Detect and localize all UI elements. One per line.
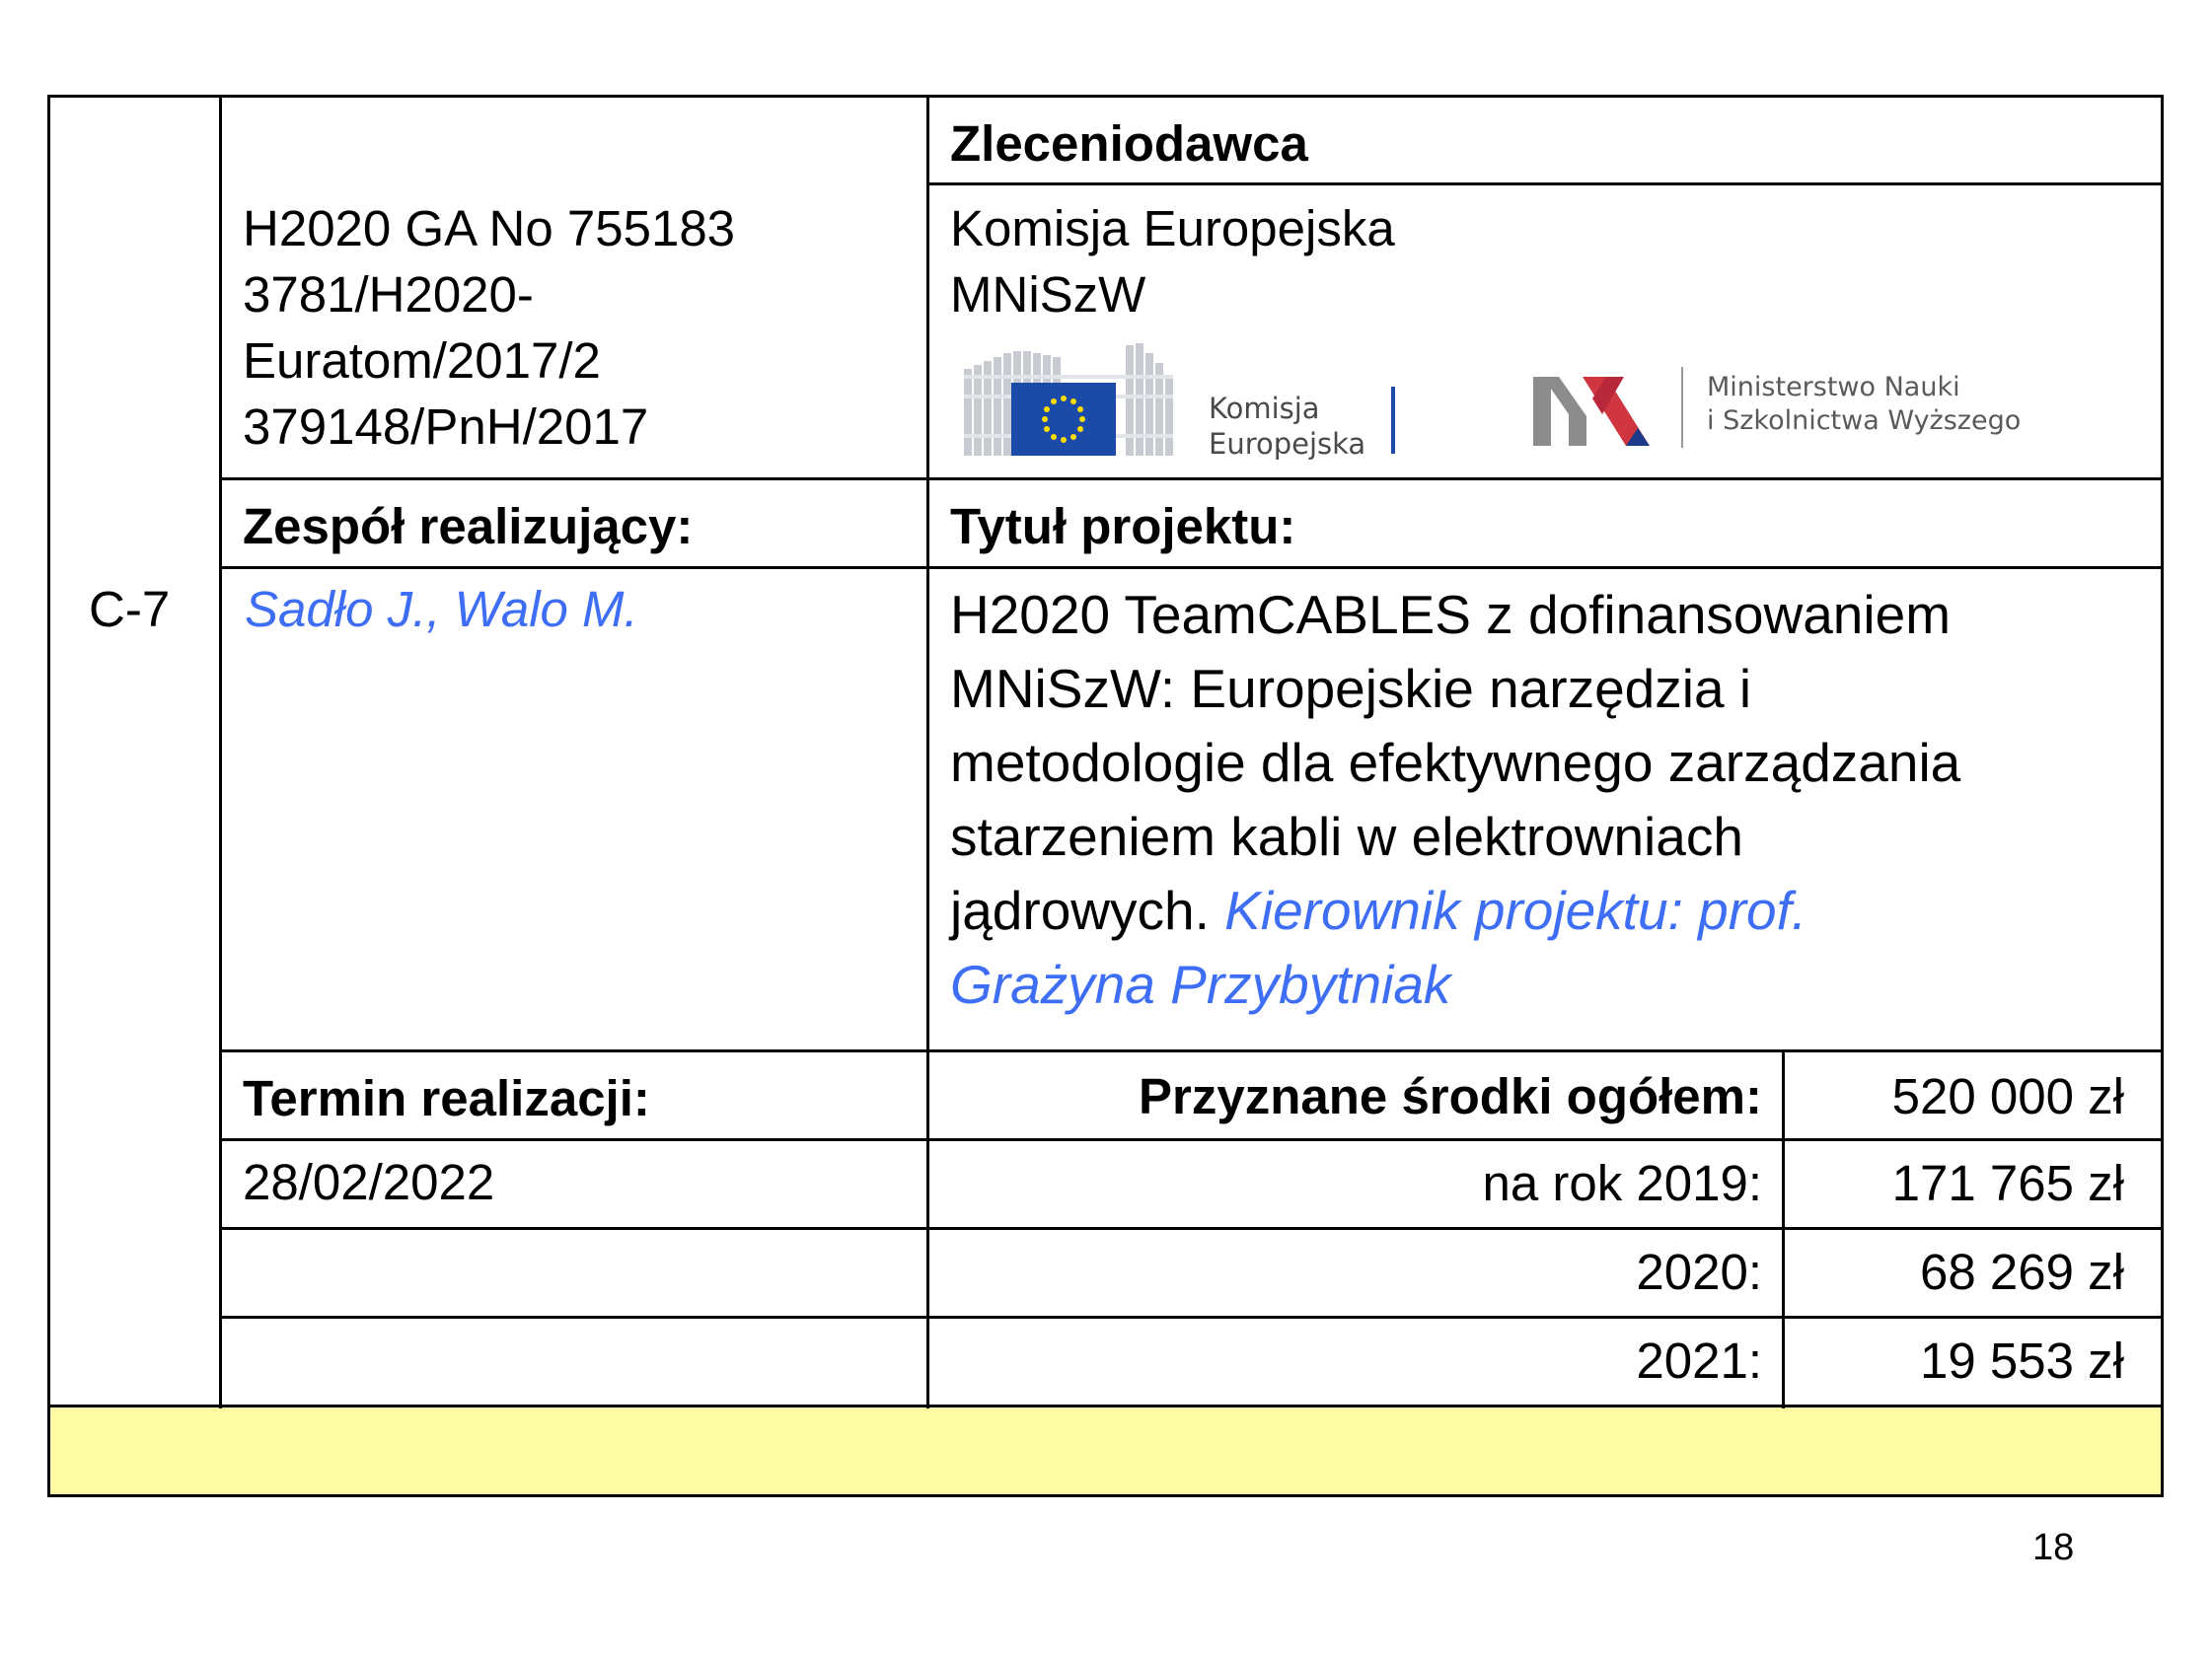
- project-title-last: jądrowych.: [950, 880, 1210, 941]
- contract-line: 3781/H2020-: [243, 266, 534, 323]
- page-number: 18: [2032, 1527, 2075, 1568]
- team-label: Zespół realizujący:: [243, 498, 694, 554]
- project-title: H2020 TeamCABLES z dofinansowaniem MNiSzW: Europejskie narzędzia i metodologie dla efektywnego zarządzania starzeniem kabli w elektrowniach jądrowych. Kierownik projektu: prof. Grażyna Przybytniak: [950, 578, 1960, 1022]
- mnisw-logo-text: Ministerstwo Nauki i Szkolnictwa Wyższego: [1707, 372, 2022, 436]
- ec-logo: [962, 339, 1406, 462]
- funds-year-label: na rok 2019:: [1482, 1155, 1762, 1211]
- deadline-value: 28/02/2022: [243, 1154, 495, 1210]
- client-name: MNiSzW: [950, 266, 1146, 323]
- project-lead-name: Grażyna Przybytniak: [950, 954, 1451, 1015]
- client-names: [950, 195, 1395, 327]
- team-members: Sadło J., Walo M.: [245, 581, 638, 637]
- contract-line: Euratom/2017/2: [243, 332, 601, 389]
- contract-numbers: [243, 195, 735, 460]
- mnisw-divider: [1681, 367, 1683, 448]
- client-name: Komisja Europejska: [950, 200, 1395, 256]
- funds-total-value: 520 000 zł: [1891, 1068, 2124, 1124]
- contract-line: H2020 GA No 755183: [243, 200, 736, 256]
- mnisw-emblem-icon: [1529, 371, 1667, 450]
- row-id: C-7: [89, 581, 171, 637]
- funds-year-value: 171 765 zł: [1891, 1155, 2124, 1211]
- contract-line: 379148/PnH/2017: [243, 398, 649, 455]
- project-lead: Kierownik projektu: prof.: [1224, 880, 1807, 941]
- mnisw-logo: [1529, 365, 2042, 454]
- funds-year-label: 2020:: [1636, 1244, 1762, 1300]
- client-label: Zleceniodawca: [950, 115, 1308, 172]
- funds-year-value: 19 553 zł: [1920, 1333, 2124, 1389]
- funds-year-label: 2021:: [1636, 1333, 1762, 1389]
- ec-logo-text: Komisja Europejska: [1209, 392, 1366, 461]
- deadline-label: Termin realizacji:: [243, 1070, 650, 1126]
- title-label: Tytuł projektu:: [950, 498, 1296, 554]
- funds-total-label: Przyznane środki ogółem:: [1139, 1068, 1762, 1124]
- funds-year-value: 68 269 zł: [1920, 1244, 2124, 1300]
